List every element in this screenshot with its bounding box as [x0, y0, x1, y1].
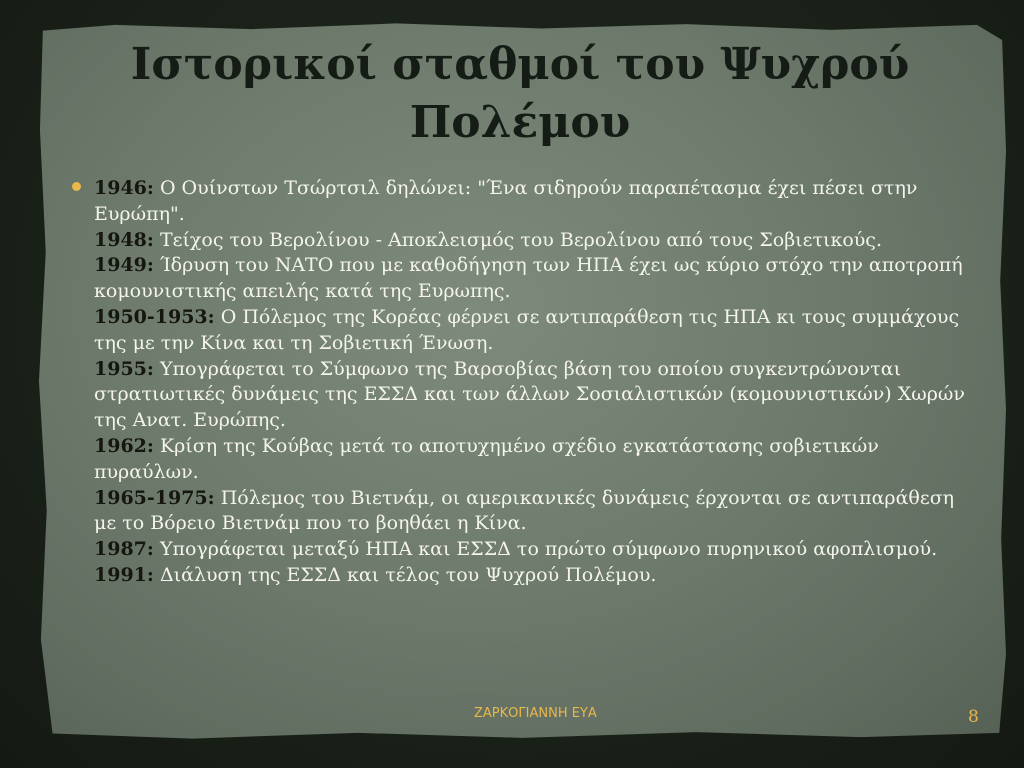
timeline-entry — [94, 228, 972, 254]
timeline-list — [72, 176, 972, 589]
timeline-entry — [94, 176, 972, 228]
entry-year: 1948: — [94, 228, 154, 251]
entry-text: Ο Ουίνστων Τσώρτσιλ δηλώνει: "Ένα σιδηρούν παραπέτασμα έχει πέσει στην Ευρώπη". — [94, 177, 918, 225]
timeline-entry — [94, 434, 972, 486]
bullet-dot-icon — [72, 182, 81, 191]
entry-year: 1991: — [94, 563, 154, 586]
timeline-entry — [94, 537, 972, 563]
entry-text: Υπογράφεται μεταξύ ΗΠΑ και ΕΣΣΔ το πρώτο σύμφωνο πυρηνικού αφοπλισμού. — [153, 538, 938, 561]
footer-author: ΖΑΡΚΟΓΙΑΝΝΗ ΕΥΑ — [474, 706, 597, 721]
entry-text: Τείχος του Βερολίνου - Αποκλεισμός του Βερολίνου από τους Σοβιετικούς. — [153, 228, 882, 251]
entry-year: 1950-1953: — [94, 305, 215, 328]
entry-text: Διάλυση της ΕΣΣΔ και τέλος του Ψυχρού Πολέμου. — [153, 563, 657, 586]
entry-year: 1987: — [94, 538, 154, 561]
timeline-entry — [94, 305, 972, 357]
entry-year: 1949: — [94, 254, 154, 277]
entry-year: 1965-1975: — [94, 486, 215, 509]
entry-text: Κρίση της Κούβας μετά το αποτυχημένο σχέδιο εγκατάστασης σοβιετικών πυραύλων. — [94, 434, 879, 483]
entry-text: Πόλεμος του Βιετνάμ, οι αμερικανικές δυνάμεις έρχονται σε αντιπαράθεση με το Βόρειο Βιετνάμ που το βοηθάει η Κίνα. — [94, 486, 955, 535]
timeline-entries — [94, 176, 972, 589]
entry-year: 1955: — [94, 357, 154, 380]
entry-text: Ίδρυση του ΝΑΤΟ που με καθοδήγηση των ΗΠΑ έχει ως κύριο στόχο την αποτροπή κομουνιστικής απειλής κατά της Ευρωπης. — [94, 254, 963, 303]
slide-number: 8 — [968, 707, 979, 727]
entry-year: 1962: — [94, 434, 154, 457]
entry-year: 1946: — [94, 177, 154, 199]
timeline-entry — [94, 357, 972, 434]
timeline-entry — [94, 563, 972, 589]
entry-text: Ο Πόλεμος της Κορέας φέρνει σε αντιπαράθεση τις ΗΠΑ κι τους συμμάχους της με την Κίνα και τη Σοβιετική Ένωση. — [94, 305, 960, 354]
timeline-entry — [94, 486, 972, 538]
entry-text: Υπογράφεται το Σύμφωνο της Βαρσοβίας βάση του οποίου συγκεντρώνονται στρατιωτικές δυνάμεις της ΕΣΣΔ και των άλλων Σοσιαλιστικών (κομουνιστικών) Χωρών της Ανατ. Ευρώπης. — [94, 357, 965, 432]
slide-title: Ιστορικοί σταθμοί του Ψυχρού Πολέμου — [130, 39, 910, 148]
timeline-entry — [94, 253, 972, 305]
